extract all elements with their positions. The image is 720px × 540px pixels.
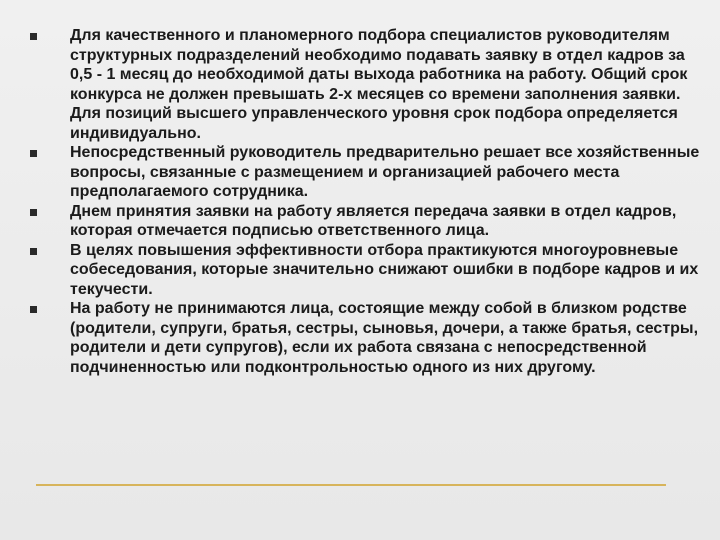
bullet-list	[30, 26, 700, 377]
bullet-item-5	[30, 299, 700, 377]
bullet-text: Для качественного и планомерного подбора специалистов руководителям структурных подразделений необходимо подавать заявку в отдел кадров за 0,5 - 1 месяц до необходимой даты выхода работника на работу. Общий срок конкурса не должен превышать 2-х месяцев со времени заполнения заявки. Для позиций высшего управленческого уровня срок подбора определяется индивидуально.	[70, 27, 688, 142]
square-bullet-icon	[30, 33, 37, 40]
bullet-text: Днем принятия заявки на работу является передача заявки в отдел кадров, которая отмечается подписью ответственного лица.	[70, 202, 677, 239]
bullet-item-1	[30, 26, 700, 143]
bullet-item-2	[30, 143, 700, 202]
bullet-item-3	[30, 202, 700, 241]
bullet-text: В целях повышения эффективности отбора практикуются многоуровневые собеседования, которые значительно снижают ошибки в подборе кадров и их текучести.	[70, 241, 699, 298]
square-bullet-icon	[30, 306, 37, 313]
square-bullet-icon	[30, 150, 37, 157]
bullet-item-4	[30, 241, 700, 300]
bullet-text: Непосредственный руководитель предварительно решает все хозяйственные вопросы, связанные с размещением и организацией рабочего места предполагаемого сотрудника.	[70, 144, 700, 200]
bottom-divider	[36, 484, 666, 486]
square-bullet-icon	[30, 209, 37, 216]
square-bullet-icon	[30, 248, 37, 255]
bullet-text: На работу не принимаются лица, состоящие между собой в близком родстве (родители, супруги, братья, сестры, сыновья, дочери, а также братья, сестры, родители и дети супругов), если их работа связана с непосредственной подчиненностью или подконтрольностью одного из них другому.	[70, 300, 699, 376]
